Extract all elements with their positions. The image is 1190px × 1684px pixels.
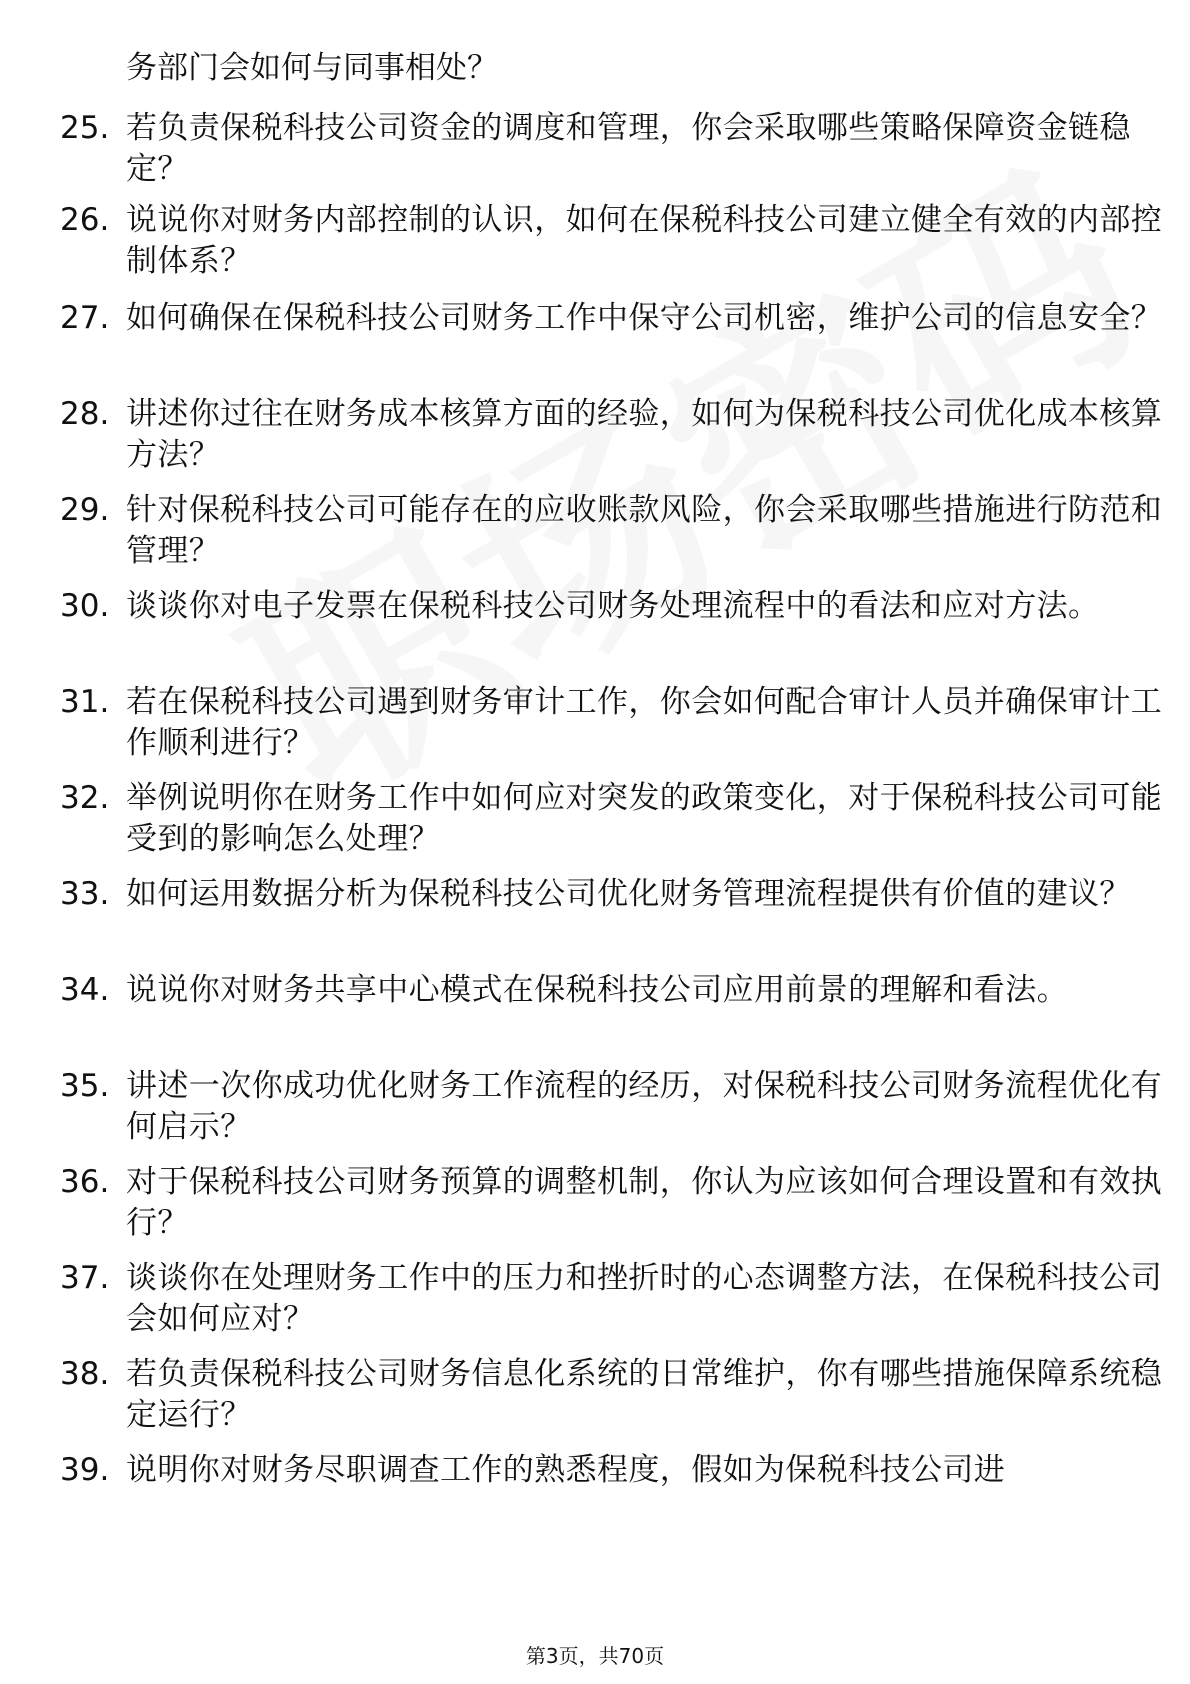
question-text: 举例说明你在财务工作中如何应对突发的政策变化，对于保税科技公司可能受到的影响怎么处理？ <box>126 780 1163 857</box>
question-item <box>60 874 1131 915</box>
question-item <box>60 1450 1110 1491</box>
question-item <box>60 586 1110 627</box>
question-number: 31. <box>60 684 110 720</box>
question-item <box>60 1258 1163 1340</box>
question-text: 谈谈你对电子发票在保税科技公司财务处理流程中的看法和应对方法。 <box>126 588 1100 624</box>
question-item <box>60 200 1163 282</box>
question-number: 28. <box>60 396 110 432</box>
question-item <box>60 778 1163 860</box>
question-text: 对于保税科技公司财务预算的调整机制，你认为应该如何合理设置和有效执行？ <box>126 1164 1163 1241</box>
question-text: 若在保税科技公司遇到财务审计工作，你会如何配合审计人员并确保审计工作顺利进行？ <box>126 684 1163 761</box>
question-text: 说说你对财务共享中心模式在保税科技公司应用前景的理解和看法。 <box>126 972 1068 1008</box>
question-text: 如何确保在保税科技公司财务工作中保守公司机密，维护公司的信息安全？ <box>126 300 1163 336</box>
question-number: 30. <box>60 588 110 624</box>
question-item <box>60 108 1131 190</box>
question-number: 38. <box>60 1356 110 1392</box>
question-text: 讲述你过往在财务成本核算方面的经验，如何为保税科技公司优化成本核算方法？ <box>126 396 1163 473</box>
question-item <box>60 1354 1163 1436</box>
question-text: 若负责保税科技公司资金的调度和管理，你会采取哪些策略保障资金链稳定？ <box>126 110 1131 187</box>
question-number: 37. <box>60 1260 110 1296</box>
question-text: 说说你对财务内部控制的认识，如何在保税科技公司建立健全有效的内部控制体系？ <box>126 202 1163 279</box>
question-number: 36. <box>60 1164 110 1200</box>
question-number: 39. <box>60 1452 110 1488</box>
question-number: 33. <box>60 876 110 912</box>
question-text: 说明你对财务尽职调查工作的熟悉程度，假如为保税科技公司进 <box>126 1452 1006 1488</box>
question-item <box>60 490 1163 572</box>
question-text: 如何运用数据分析为保税科技公司优化财务管理流程提供有价值的建议？ <box>126 876 1131 912</box>
question-text: 谈谈你在处理财务工作中的压力和挫折时的心态调整方法，在保税科技公司会如何应对？ <box>126 1260 1163 1337</box>
question-number: 26. <box>60 202 110 238</box>
question-text: 针对保税科技公司可能存在的应收账款风险，你会采取哪些措施进行防范和管理？ <box>126 492 1163 569</box>
continuation-text: 务部门会如何与同事相处？ <box>126 50 498 86</box>
question-item <box>60 1066 1163 1148</box>
question-number: 35. <box>60 1068 110 1104</box>
question-number: 29. <box>60 492 110 528</box>
question-item <box>60 682 1163 764</box>
question-item <box>60 298 1163 339</box>
question-number: 25. <box>60 110 110 146</box>
page-number-footer: 第3页，共70页 <box>525 1644 665 1668</box>
question-text: 讲述一次你成功优化财务工作流程的经历，对保税科技公司财务流程优化有何启示？ <box>126 1068 1163 1145</box>
question-text: 若负责保税科技公司财务信息化系统的日常维护，你有哪些措施保障系统稳定运行？ <box>126 1356 1163 1433</box>
question-number: 32. <box>60 780 110 816</box>
question-number: 34. <box>60 972 110 1008</box>
question-item <box>60 1162 1163 1244</box>
question-number: 27. <box>60 300 110 336</box>
question-item <box>60 394 1163 476</box>
question-item <box>60 970 1110 1011</box>
